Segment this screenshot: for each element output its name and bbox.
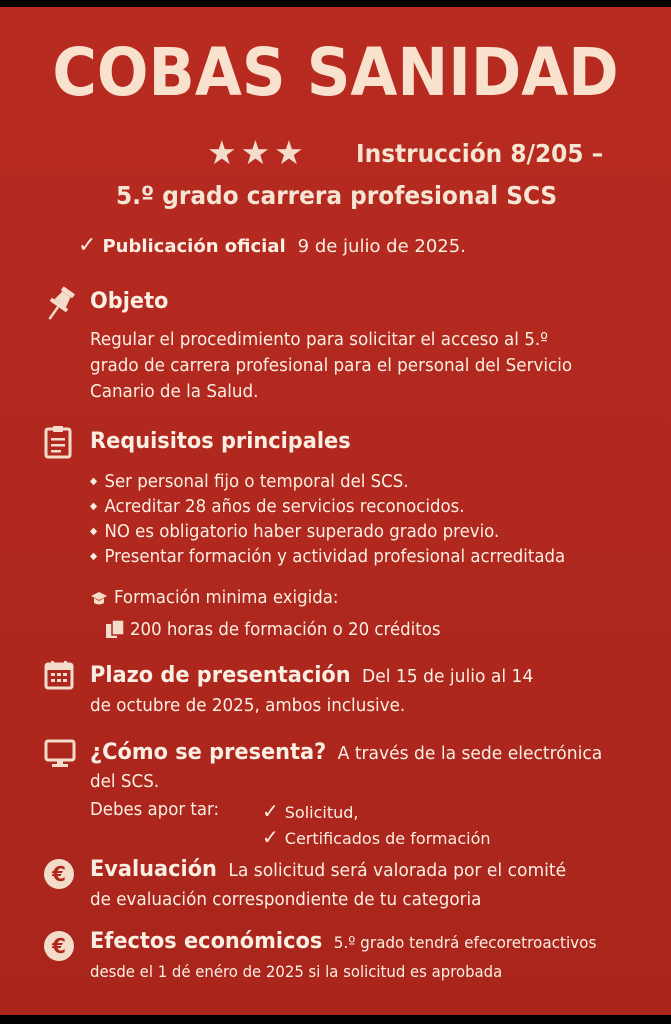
publication-label: Publicación oficial — [102, 236, 286, 257]
efectos-heading — [90, 929, 596, 954]
objeto-line: grado de carrera profesional para el personal del Servicio — [90, 355, 573, 376]
list-item: ◆ Acreditar 28 años de servicios reconocidos. — [90, 494, 565, 519]
documents-icon — [104, 619, 128, 639]
page-title: COBAS SANIDAD — [52, 34, 619, 111]
euro-icon: € — [44, 931, 74, 961]
plazo-line2: de octubre de 2025, ambos inclusive. — [90, 695, 406, 716]
plazo-title: Plazo de presentación — [90, 663, 351, 688]
objeto-line: Canario de la Salud. — [90, 381, 259, 402]
presenta-heading — [90, 740, 602, 765]
formacion-value: 200 horas de formación o 20 créditos — [130, 619, 441, 640]
graduation-cap-icon — [90, 591, 108, 607]
aportar-item-text: Solicitud, — [284, 803, 359, 822]
check-icon: ✓ — [262, 799, 279, 823]
requisitos-list — [90, 469, 565, 569]
monitor-icon — [44, 739, 76, 769]
objeto-line: Regular el procedimiento para solicitar el acceso al 5.º — [90, 329, 549, 350]
aportar-label: Debes apor tar: — [90, 799, 220, 820]
efectos-inline: 5.º grado tendrá efecoretroactivos — [333, 933, 597, 952]
formacion-label: Formación minima exigida: — [114, 587, 339, 608]
publication-line — [78, 233, 466, 258]
publication-date: 9 de julio de 2025. — [297, 236, 466, 257]
objeto-text — [90, 327, 572, 405]
euro-icon: € — [44, 859, 74, 889]
plazo-inline: Del 15 de julio al 14 — [362, 666, 534, 687]
poster — [0, 7, 671, 1015]
aportar-item-text: Certificados de formación — [284, 829, 491, 848]
requisitos-heading: Requisitos principales — [90, 429, 351, 454]
objeto-heading: Objeto — [90, 289, 169, 314]
presenta-inline: A través de la sede electrónica — [337, 743, 603, 764]
plazo-heading — [90, 663, 533, 688]
evaluacion-title: Evaluación — [90, 857, 217, 882]
list-item: ◆ NO es obligatorio haber superado grado previo. — [90, 519, 565, 544]
aportar-item — [262, 799, 359, 823]
efectos-title: Efectos económicos — [90, 929, 323, 954]
evaluacion-line2: de evaluación correspondiente de tu categoria — [90, 889, 482, 910]
calendar-icon — [44, 660, 74, 690]
presenta-title: ¿Cómo se presenta? — [90, 740, 327, 765]
evaluacion-inline: La solicitud será valorada por el comité — [228, 860, 567, 881]
stars-rating: ★★★ — [207, 133, 308, 172]
efectos-line2: desde el 1 dé enéro de 2025 si la solicitud es aprobada — [90, 962, 503, 981]
pushpin-icon — [42, 285, 76, 325]
presenta-line2: del SCS. — [90, 771, 160, 792]
subtitle-line-1: Instrucción 8/205 – — [356, 139, 604, 168]
list-item: ◆ Ser personal fijo o temporal del SCS. — [90, 469, 565, 494]
aportar-item — [262, 825, 491, 849]
clipboard-icon — [44, 425, 72, 459]
list-item: ◆ Presentar formación y actividad profesional acrreditada — [90, 544, 565, 569]
subtitle-line-2: 5.º grado carrera profesional SCS — [116, 181, 558, 210]
check-icon: ✓ — [78, 233, 97, 258]
check-icon: ✓ — [262, 825, 279, 849]
evaluacion-heading — [90, 857, 566, 882]
